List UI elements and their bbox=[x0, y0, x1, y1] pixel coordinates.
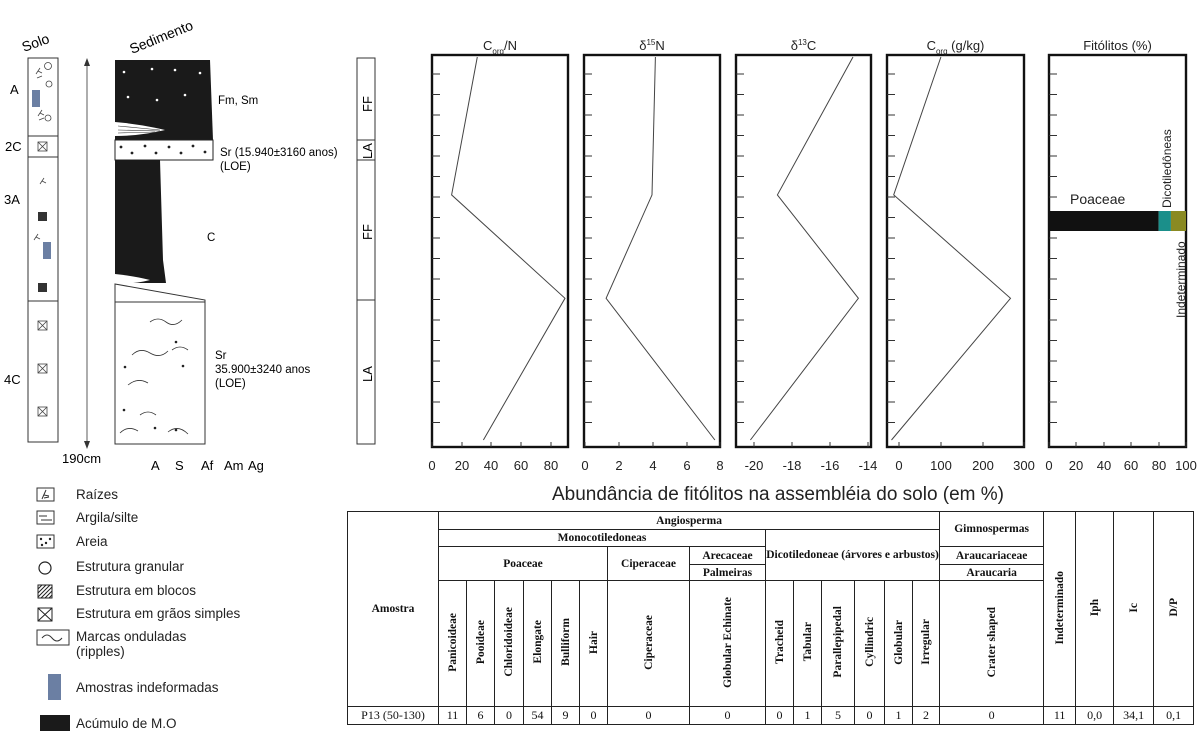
panel-2 bbox=[736, 38, 877, 473]
angiosperma-header: Angiosperma bbox=[439, 512, 940, 530]
cell: 1 bbox=[794, 707, 822, 725]
panel-frame bbox=[432, 55, 568, 447]
legend-label-granular: Estrutura granular bbox=[76, 559, 185, 574]
bar-segment-indeterminado bbox=[1171, 211, 1186, 231]
solo-title: Solo bbox=[19, 30, 52, 55]
cell-dp: 0,1 bbox=[1154, 707, 1194, 725]
cell-ic: 34,1 bbox=[1114, 707, 1154, 725]
x-tick-label: 300 bbox=[1013, 458, 1035, 473]
facies-column bbox=[357, 58, 375, 444]
x-tick-label: 0 bbox=[1045, 458, 1053, 473]
col-tracheid: Tracheid bbox=[766, 581, 794, 707]
x-tick-label: 4 bbox=[649, 458, 657, 473]
legend-label-blocky: Estrutura em blocos bbox=[76, 583, 197, 598]
soil-column bbox=[4, 30, 101, 466]
grain-am: Am bbox=[224, 458, 244, 473]
bar-segment-poaceae bbox=[1049, 211, 1159, 231]
ic-header: Ic bbox=[1114, 512, 1154, 707]
panel-4 bbox=[1045, 38, 1196, 473]
palmeiras-header: Palmeiras bbox=[690, 565, 766, 581]
horizon-4c: 4C bbox=[4, 372, 21, 387]
bar-segment-dicotiledôneas bbox=[1159, 211, 1171, 231]
cell-iph: 0,0 bbox=[1076, 707, 1114, 725]
unit-c: C bbox=[207, 232, 216, 244]
col-parallepipedal: Parallepipedal bbox=[822, 581, 855, 707]
legend-label-roots: Raízes bbox=[76, 487, 119, 502]
legend-item-ripples bbox=[36, 629, 186, 665]
x-tick-label: 0 bbox=[428, 458, 436, 473]
x-tick-label: 60 bbox=[1123, 458, 1139, 473]
unit-sr-upper-method: (LOE) bbox=[220, 161, 251, 173]
col-irregular: Irregular bbox=[913, 581, 940, 707]
cell: 0 bbox=[940, 707, 1044, 725]
panel-frame bbox=[736, 55, 871, 447]
series-label-poaceae: Poaceae bbox=[1070, 191, 1126, 207]
horizon-a: A bbox=[10, 82, 19, 97]
depth-label: 190cm bbox=[62, 451, 102, 466]
legend-label-clay: Argila/silte bbox=[76, 510, 139, 525]
x-tick-label: 8 bbox=[716, 458, 724, 473]
cell-indeterminado: 11 bbox=[1044, 707, 1076, 725]
facies-ff-upper: FF bbox=[360, 96, 375, 112]
panel-title: $\delta^{15}N$ bbox=[639, 38, 665, 53]
panel-title: $\delta^{13}C$ bbox=[790, 38, 817, 53]
cell: 1 bbox=[885, 707, 913, 725]
unit-sr-lower-age: 35.900±3240 anos bbox=[215, 364, 311, 376]
cell: 6 bbox=[467, 707, 495, 725]
col-hair: Hair bbox=[580, 581, 608, 707]
x-tick-label: 200 bbox=[972, 458, 994, 473]
series-line bbox=[606, 57, 715, 440]
legend-label-ripples-2: (ripples) bbox=[76, 644, 125, 659]
cell: 5 bbox=[822, 707, 855, 725]
gimnospermas-header: Gimnospermas bbox=[940, 512, 1044, 547]
legend-item-single-grain bbox=[36, 606, 240, 628]
legend-item-granular bbox=[36, 559, 184, 581]
col-elongate: Elongate bbox=[524, 581, 552, 707]
dp-header: D/P bbox=[1154, 512, 1194, 707]
x-tick-label: -20 bbox=[744, 458, 764, 473]
unit-fm-sm: Fm, Sm bbox=[218, 95, 259, 107]
col-bulliform: Bulliform bbox=[552, 581, 580, 707]
table-row bbox=[348, 707, 1194, 725]
series-line bbox=[892, 57, 1011, 440]
cell: 0 bbox=[690, 707, 766, 725]
legend bbox=[36, 484, 336, 733]
col-crater-shaped: Crater shaped bbox=[940, 581, 1044, 707]
x-tick-label: 40 bbox=[1096, 458, 1112, 473]
cell: 0 bbox=[855, 707, 885, 725]
x-tick-label: 80 bbox=[1151, 458, 1167, 473]
x-tick-label: 20 bbox=[454, 458, 470, 473]
legend-item-clay bbox=[36, 510, 138, 532]
panel-title: $C_{org}$ (g/kg) bbox=[926, 38, 985, 56]
x-tick-label: 40 bbox=[483, 458, 499, 473]
x-tick-label: 6 bbox=[683, 458, 691, 473]
panel-title: Fitólitos (%) bbox=[1083, 38, 1152, 53]
series-line bbox=[452, 57, 565, 440]
ciperaceae-group-header: Ciperaceae bbox=[608, 547, 690, 581]
col-ciperaceae: Ciperaceae bbox=[608, 581, 690, 707]
facies-la-upper: LA bbox=[360, 143, 375, 159]
legend-label-sand: Areia bbox=[76, 534, 108, 549]
horizon-3a: 3A bbox=[4, 192, 20, 207]
panel-frame bbox=[887, 55, 1024, 447]
dicot-header: Dicotiledoneae (árvores e arbustos) bbox=[766, 530, 940, 581]
cell: 0 bbox=[766, 707, 794, 725]
cell: 0 bbox=[608, 707, 690, 725]
cell: 54 bbox=[524, 707, 552, 725]
column-symbols bbox=[34, 63, 52, 417]
legend-item-samples bbox=[36, 674, 219, 702]
sedimento-title: Sedimento bbox=[127, 16, 196, 57]
cell: 0 bbox=[495, 707, 524, 725]
unit-sr-lower: Sr bbox=[215, 350, 227, 362]
legend-label-single-grain: Estrutura em grãos simples bbox=[76, 606, 241, 621]
grain-af: Af bbox=[201, 458, 214, 473]
x-tick-label: -18 bbox=[782, 458, 802, 473]
araucaria-header: Araucaria bbox=[940, 565, 1044, 581]
col-globular-echinate: Globular Echinate bbox=[690, 581, 766, 707]
iph-header: Iph bbox=[1076, 512, 1114, 707]
x-tick-label: 0 bbox=[581, 458, 589, 473]
monocot-header: Monocotiledoneas bbox=[439, 530, 766, 547]
legend-label-organic: Acúmulo de M.O bbox=[76, 716, 177, 731]
phytolith-table bbox=[347, 511, 1194, 725]
horizon-2c: 2C bbox=[5, 139, 22, 154]
x-tick-label: 100 bbox=[930, 458, 952, 473]
legend-label-ripples: Marcas onduladas bbox=[76, 629, 187, 644]
indeterminado-header: Indeterminado bbox=[1044, 512, 1076, 707]
row-sample: P13 (50-130) bbox=[348, 707, 439, 725]
poaceae-header: Poaceae bbox=[439, 547, 608, 581]
cell: 2 bbox=[913, 707, 940, 725]
col-chloridoideae: Chloridoideae bbox=[495, 581, 524, 707]
amostra-header: Amostra bbox=[348, 512, 439, 707]
x-tick-label: 20 bbox=[1068, 458, 1084, 473]
legend-item-organic bbox=[36, 713, 177, 735]
x-tick-label: 0 bbox=[895, 458, 903, 473]
araucariaceae-header: Araucariaceae bbox=[940, 547, 1044, 565]
col-pooideae: Pooideae bbox=[467, 581, 495, 707]
grain-scale bbox=[151, 458, 264, 473]
x-tick-label: 100 bbox=[1175, 458, 1197, 473]
col-cyllindric: Cyllindric bbox=[855, 581, 885, 707]
panel-0 bbox=[428, 38, 568, 473]
x-tick-label: 2 bbox=[615, 458, 623, 473]
x-tick-label: -16 bbox=[820, 458, 840, 473]
arecaceae-header: Arecaceae bbox=[690, 547, 766, 565]
legend-item-sand bbox=[36, 534, 108, 556]
grain-ag: Ag bbox=[248, 458, 264, 473]
series-label-indeterminado: Indeterminado bbox=[1174, 241, 1188, 318]
legend-item-blocky bbox=[36, 583, 196, 605]
grain-a: A bbox=[151, 458, 160, 473]
series-label-dicot: Dicotiledôneas bbox=[1160, 129, 1174, 208]
facies-ff-lower: FF bbox=[360, 224, 375, 240]
col-panicoideae: Panicoideae bbox=[439, 581, 467, 707]
geochem-panels bbox=[428, 38, 1196, 473]
sample-marker-3a bbox=[43, 242, 51, 259]
cell: 11 bbox=[439, 707, 467, 725]
x-tick-label: -14 bbox=[858, 458, 878, 473]
panel-frame bbox=[1049, 55, 1186, 447]
sediment-column bbox=[115, 17, 338, 473]
x-tick-label: 60 bbox=[513, 458, 529, 473]
cell: 0 bbox=[580, 707, 608, 725]
col-tabular: Tabular bbox=[794, 581, 822, 707]
grain-s: S bbox=[175, 458, 184, 473]
cell: 9 bbox=[552, 707, 580, 725]
facies-la-lower: LA bbox=[360, 366, 375, 382]
unit-sr-upper: Sr (15.940±3160 anos) bbox=[220, 147, 338, 159]
panel-3 bbox=[887, 38, 1035, 473]
legend-item-roots bbox=[36, 487, 118, 509]
unit-sr-lower-method: (LOE) bbox=[215, 378, 246, 390]
sample-marker-a bbox=[32, 90, 40, 107]
col-globular: Globular bbox=[885, 581, 913, 707]
table-title: Abundância de fitólitos na assembléia do solo (em %) bbox=[551, 484, 1005, 505]
legend-label-samples: Amostras indeformadas bbox=[76, 680, 219, 695]
panel-1 bbox=[581, 38, 723, 473]
x-tick-label: 80 bbox=[543, 458, 559, 473]
panel-title: $C_{org}/N$ bbox=[483, 38, 517, 56]
series-line bbox=[750, 57, 858, 440]
panel-frame bbox=[584, 55, 720, 447]
